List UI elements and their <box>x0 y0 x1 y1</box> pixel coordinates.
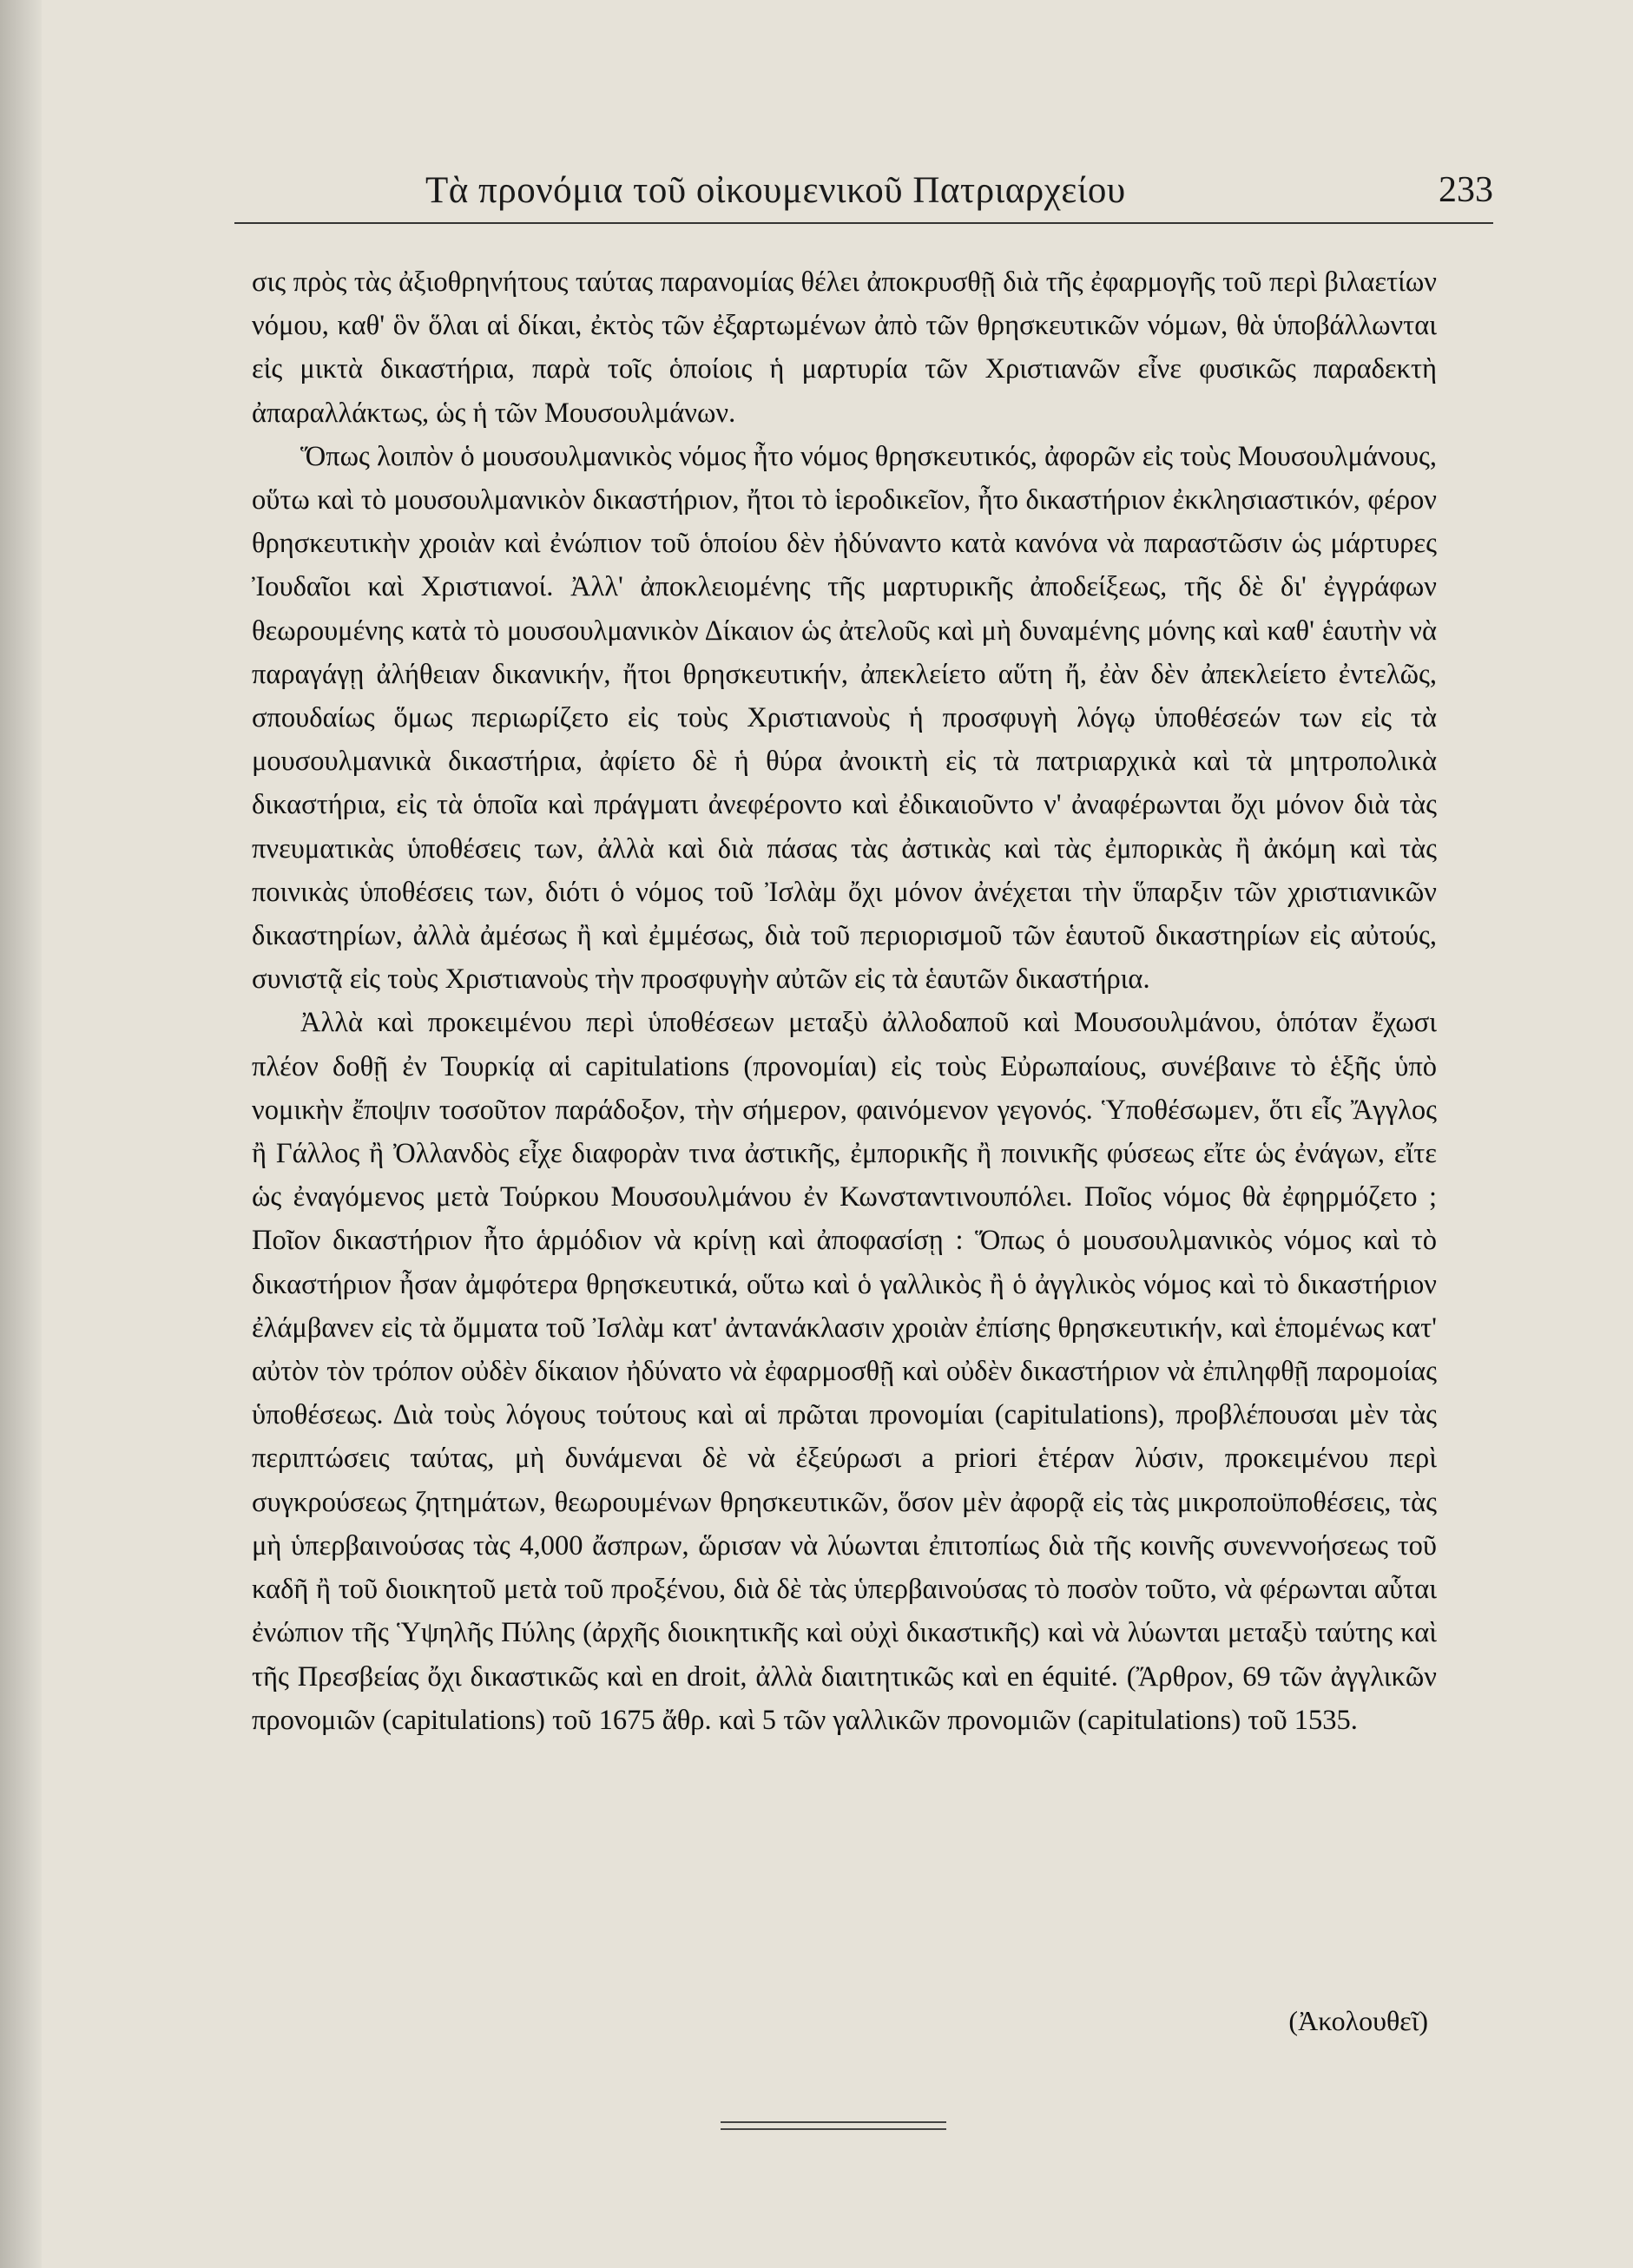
paragraph: Ὅπως λοιπὸν ὁ μουσουλμανικὸς νόμος ἦτο νόμος θρησκευτικός, ἀφορῶν εἰς τοὺς Μουσουλμάνους, οὕτω καὶ τὸ μουσουλμανικὸν δικαστήριον, ἤτοι τὸ ἱεροδικεῖον, ἦτο δικαστήριον ἐκκλησιαστικόν, φέρον θρησκευτικὴν χροιὰν καὶ ἐνώπιον τοῦ ὁποίου δὲν ἠδύναντο κατὰ κανόνα νὰ παραστῶσιν ὡς μάρτυρες Ἰουδαῖοι καὶ Χριστιανοί. Ἀλλ' ἀποκλειομένης τῆς μαρτυρικῆς ἀποδείξεως, τῆς δὲ δι' ἐγγράφων θεωρουμένης κατὰ τὸ μουσουλμανικὸν Δίκαιον ὡς ἀτελοῦς καὶ μὴ δυναμένης μόνης καὶ καθ' ἑαυτὴν νὰ παραγάγῃ ἀλήθειαν δικανικήν, ἤτοι θρησκευτικήν, ἀπεκλείετο αὕτη ἤ, ἐὰν δὲν ἀπεκλείετο ἐντελῶς, σπουδαίως ὅμως περιωρίζετο εἰς τοὺς Χριστιανοὺς ἡ προσφυγὴ λόγῳ ὑποθέσεών των εἰς τὰ μουσουλμανικὰ δικαστήρια, ἀφίετο δὲ ἡ θύρα ἀνοικτὴ εἰς τὰ πατριαρχικὰ καὶ τὰ μητροπολικὰ δικαστήρια, εἰς τὰ ὁποῖα καὶ πράγματι ἀνεφέροντο καὶ ἐδικαιοῦντο ν' ἀναφέρωνται ὄχι μόνον διὰ τὰς πνευματικὰς ὑποθέσεις των, ἀλλὰ καὶ διὰ πάσας τὰς ἀστικὰς καὶ τὰς ἐμπορικὰς ἢ ἀκόμη καὶ τὰς ποινικὰς ὑποθέσεις των, διότι ὁ νόμος τοῦ Ἰσλὰμ ὄχι μόνον ἀνέχεται τὴν ὕπαρξιν τῶν χριστιανικῶν δικαστηρίων, ἀλλὰ ἀμέσως ἢ καὶ ἐμμέσως, διὰ τοῦ περιορισμοῦ τῶν ἑαυτοῦ δικαστηρίων εἰς αὐτούς, συνιστᾷ εἰς τοὺς Χριστιανοὺς τὴν προσφυγὴν αὐτῶν εἰς τὰ ἑαυτῶν δικαστήρια. <box>252 440 1437 996</box>
running-title: Τὰ προνόμια τοῦ οἰκουμενικοῦ Πατριαρχείου <box>425 170 1126 211</box>
binding-edge <box>0 0 42 2268</box>
continued-note: (Ἀκολουθεῖ) <box>1288 2005 1428 2036</box>
end-rule <box>721 2121 946 2130</box>
paragraph: Ἀλλὰ καὶ προκειμένου περὶ ὑποθέσεων μεταξὺ ἀλλοδαποῦ καὶ Μουσουλμάνου, ὁπόταν ἔχωσι πλέον δοθῇ ἐν Τουρκίᾳ αἱ capitulations (προνομίαι) εἰς τοὺς Εὐρωπαίους, συνέβαινε τὸ ἑξῆς ὑπὸ νομικὴν ἔποψιν τοσοῦτον παράδοξον, τὴν σήμερον, φαινόμενον γεγονός. Ὑποθέσωμεν, ὅτι εἷς Ἄγγλος ἢ Γάλλος ἢ Ὀλλανδὸς εἶχε διαφορὰν τινα ἀστικῆς, ἐμπορικῆς ἢ ποινικῆς φύσεως εἴτε ὡς ἐνάγων, εἴτε ὡς ἐναγόμενος μετὰ Τούρκου Μουσουλμάνου ἐν Κωνσταντινουπόλει. Ποῖος νόμος θὰ ἐφηρμόζετο ; Ποῖον δικαστήριον ἦτο ἁρμόδιον νὰ κρίνῃ καὶ ἀποφασίσῃ : Ὅπως ὁ μουσουλμανικὸς νόμος καὶ τὸ δικαστήριον ἦσαν ἀμφότερα θρησκευτικά, οὕτω καὶ ὁ γαλλικὸς ἢ ὁ ἀγγλικὸς νόμος καὶ τὸ δικαστήριον ἐλάμβανεν εἰς τὰ ὄμματα τοῦ Ἰσλὰμ κατ' ἀντανάκλασιν χροιὰν ἐπίσης θρησκευτικήν, καὶ ἑπομένως κατ' αὐτὸν τὸν τρόπον οὐδὲν δίκαιον ἠδύνατο νὰ ἐφαρμοσθῇ καὶ οὐδὲν δικαστήριον νὰ ἐπιληφθῇ παρομοίας ὑποθέσεως. Διὰ τοὺς λόγους τούτους καὶ αἱ πρῶται προνομίαι (capitulations), προβλέπουσαι μὲν τὰς περιπτώσεις ταύτας, μὴ δυνάμεναι δὲ νὰ ἐξεύρωσι a priori ἑτέραν λύσιν, προκειμένου περὶ συγκρούσεως ζητημάτων, θεωρουμένων θρησκευτικῶν, ὅσον μὲν ἀφορᾷ εἰς τὰς μικροποϋποθέσεις, τὰς μὴ ὑπερβαινούσας τὰς 4,000 ἄσπρων, ὥρισαν νὰ λύωνται ἐπιτοπίως διὰ τῆς κοινῆς συνεννοήσεως τοῦ καδῆ ἢ τοῦ διοικητοῦ μετὰ τοῦ προξένου, διὰ δὲ τὰς ὑπερβαινούσας τὸ ποσὸν τοῦτο, νὰ φέρωνται αὗται ἐνώπιον τῆς Ὑψηλῆς Πύλης (ἀρχῆς διοικητικῆς καὶ οὐχὶ δικαστικῆς) καὶ νὰ λύωνται μεταξὺ ταύτης καὶ τῆς Πρεσβείας ὄχι δικαστικῶς καὶ en droit, ἀλλὰ διαιτητικῶς καὶ en équité. (Ἄρθρον, 69 τῶν ἀγγλικῶν προνομιῶν (capitulations) τοῦ 1675 ἄθρ. καὶ 5 τῶν γαλλικῶν προνομιῶν (capitulations) τοῦ 1535. <box>252 1007 1437 1736</box>
page-number: 233 <box>1439 170 1493 210</box>
page-header <box>234 169 1493 221</box>
body-text <box>252 260 1437 1742</box>
header-rule <box>234 222 1493 224</box>
paragraph-continuation: σις πρὸς τὰς ἀξιοθρηνήτους ταύτας παρανομίας θέλει ἀποκρυσθῇ διὰ τῆς ἐφαρμογῆς τοῦ περὶ βιλαετίων νόμου, καθ' ὃν ὅλαι αἱ δίκαι, ἐκτὸς τῶν ἐξαρτωμένων ἀπὸ τῶν θρησκευτικῶν νόμων, θὰ ὑποβάλλωνται εἰς μικτὰ δικαστήρια, παρὰ τοῖς ὁποίοις ἡ μαρτυρία τῶν Χριστιανῶν εἶνε φυσικῶς παραδεκτὴ ἀπαραλλάκτως, ὡς ἡ τῶν Μουσουλμάνων. <box>252 266 1437 429</box>
